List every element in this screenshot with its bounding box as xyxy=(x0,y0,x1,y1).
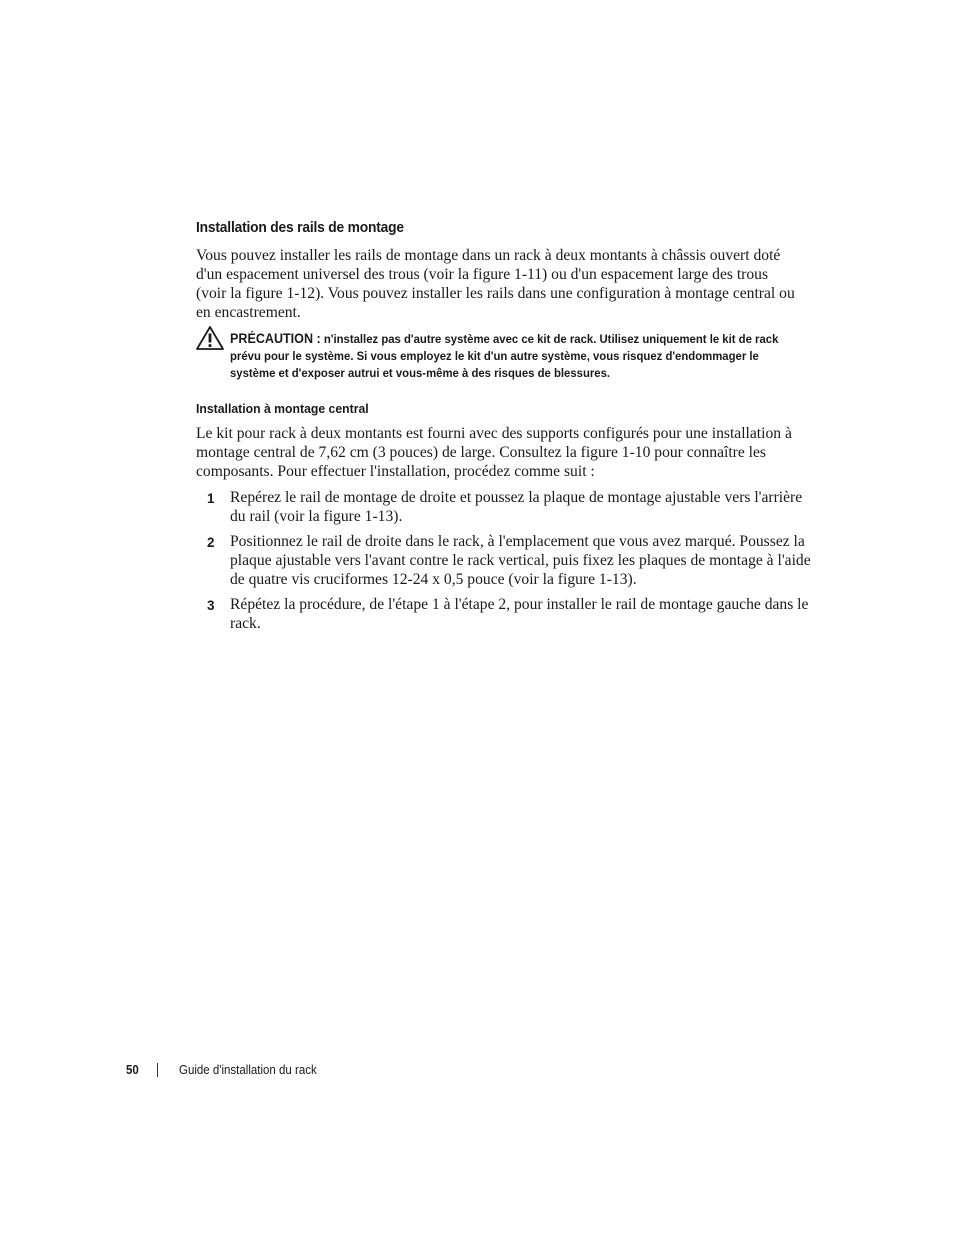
subsection-intro-paragraph: Le kit pour rack à deux montants est fourni avec des supports configurés pour une installation à montage central de 7,62 cm (3 pouces) de large. Consultez la figure 1-10 pour connaître les composants. Pour effectuer l'installation, procédez comme suit : xyxy=(196,425,792,480)
list-item xyxy=(196,595,816,633)
step-text: Répétez la procédure, de l'étape 1 à l'étape 2, pour installer le rail de montage gauche dans le rack. xyxy=(230,596,809,632)
caution-label: PRÉCAUTION : xyxy=(230,331,321,346)
step-text: Positionnez le rail de droite dans le rack, à l'emplacement que vous avez marqué. Poussez la plaque ajustable vers l'avant contre le rack vertical, puis fixez les plaques de montage à l'aide de quatre vis cruciformes 12-24 x 0,5 pouce (voir la figure 1-13). xyxy=(230,533,811,588)
subsection-heading: Installation à montage central xyxy=(196,401,369,416)
warning-triangle-icon xyxy=(196,326,224,350)
section-intro-paragraph: Vous pouvez installer les rails de montage dans un rack à deux montants à châssis ouvert doté d'un espacement universel des trous (voir la figure 1-11) ou d'un espacement large des trous (voir la figure 1-12). Vous pouvez installer les rails dans une configuration à montage central ou en encastrement. xyxy=(196,247,795,321)
page-number: 50 xyxy=(126,1063,139,1077)
section-heading: Installation des rails de montage xyxy=(196,219,404,236)
list-item xyxy=(196,532,816,589)
step-number: 3 xyxy=(207,598,215,613)
step-text: Repérez le rail de montage de droite et poussez la plaque de montage ajustable vers l'arrière du rail (voir la figure 1-13). xyxy=(230,489,803,525)
step-number: 1 xyxy=(207,491,215,506)
footer-doc-title: Guide d'installation du rack xyxy=(179,1063,317,1077)
procedure-steps xyxy=(196,488,816,639)
caution-body: n'installez pas d'autre système avec ce kit de rack. Utilisez uniquement le kit de rack prévu pour le système. Si vous employez le kit d'un autre système, vous risquez d'endommager le système et d'exposer autrui et vous-même à des risques de blessures. xyxy=(230,332,779,380)
caution-text xyxy=(230,330,788,382)
list-item xyxy=(196,488,816,526)
footer-divider xyxy=(157,1063,158,1077)
step-number: 2 xyxy=(207,535,215,550)
